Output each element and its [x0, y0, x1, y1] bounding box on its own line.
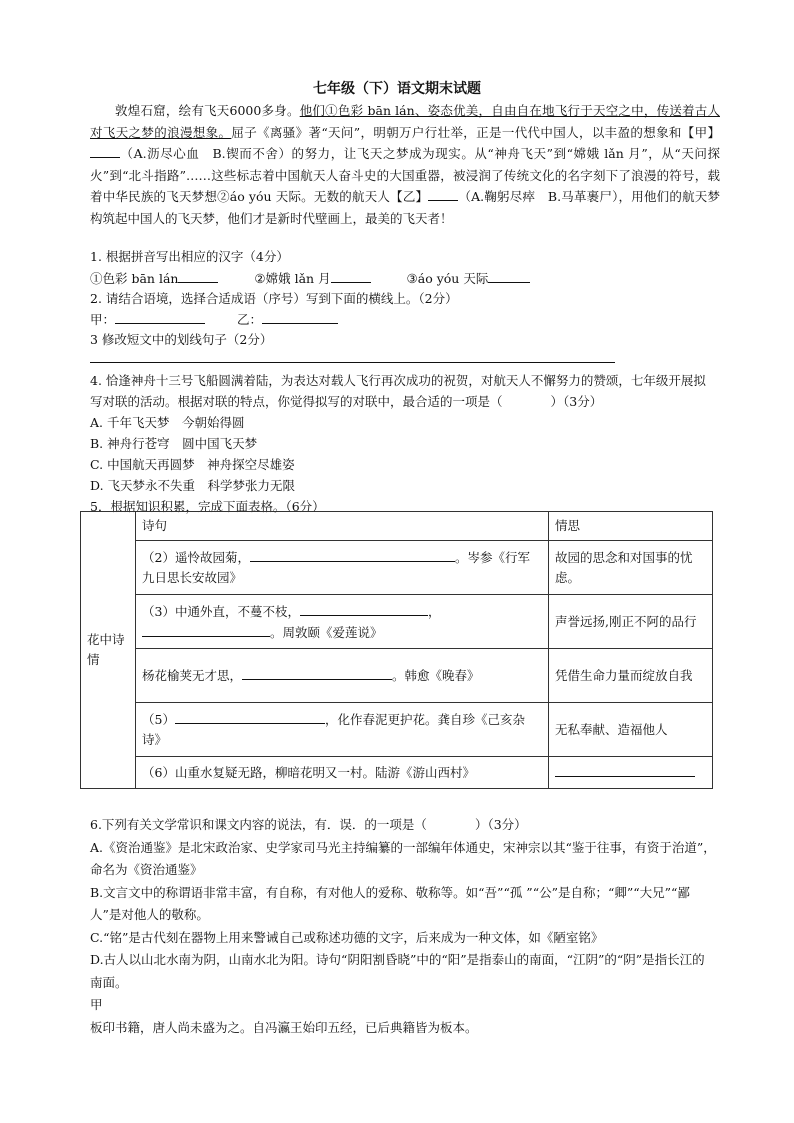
poem-blank-2[interactable] — [250, 547, 455, 562]
blank-yi[interactable] — [428, 186, 458, 201]
q6-stem-text: 6.下列有关文学常识和课文内容的说法，有．误．的一项是（ — [90, 817, 427, 832]
poem-text: 杨花榆荚无才思， — [142, 668, 243, 683]
q3-stem: 3 修改短文中的划线句子（2分） — [90, 332, 273, 347]
emotion-cell-2: 故园的思念和对国事的忧虑。 — [549, 541, 713, 595]
q4 — [90, 370, 716, 517]
q2-blank-yi[interactable] — [262, 309, 338, 324]
q4-option-b: B. 神舟行苍穹 圆中国飞天梦 — [90, 436, 258, 451]
poem-cell-6: （6）山重水复疑无路，柳暗花明又一村。陆游《游山西村》 — [136, 757, 549, 789]
emotion-cell-3: 声誉远扬,刚正不阿的品行 — [549, 595, 713, 649]
poem-source: ，化作春泥更护花。龚自珍《己亥杂诗》 — [142, 712, 525, 747]
poem-blank-3a[interactable] — [300, 601, 428, 616]
passage-sentence: （A.鞠躬尽瘁 B.马革裹尸），用他们的航天梦构筑起中国人的飞天梦，他们才是新时代壁画上，最美的飞天者！ — [90, 189, 720, 226]
poem-blank-5[interactable] — [175, 709, 325, 724]
q2-answers — [90, 309, 730, 330]
q1-items — [90, 268, 730, 289]
q5-stem: 5．根据知识积累，完成下面表格。（6分） — [90, 499, 325, 514]
poem-table — [80, 511, 713, 789]
passage-sentence: 敦煌石窟，绘有飞天6000多身。 — [115, 103, 300, 118]
poem-cell-3: （3）中通外直，不蔓不枝， ， 。周敦颐《爱莲说》 — [136, 595, 549, 649]
underlined-part-b: 传送着古人对飞天之梦的浪漫想象。 — [90, 103, 720, 140]
poem-cell-2 — [136, 541, 549, 595]
poem-blank-4[interactable] — [242, 665, 392, 680]
q3-answer-line[interactable] — [90, 362, 615, 363]
q1-item-3: ③áo yóu 天际 — [406, 271, 489, 286]
q1-blank-2[interactable] — [331, 268, 371, 283]
q4-option-c: C. 中国航天再圆梦 神舟探空尽雄姿 — [90, 457, 295, 472]
q4-score: ）（3分） — [550, 394, 603, 409]
side-label: 花中诗情 — [87, 632, 125, 667]
header-emotion: 情思 — [549, 512, 713, 541]
q2-label-jia: 甲： — [90, 312, 116, 327]
blank-jia[interactable] — [90, 143, 120, 158]
q4-option-a: A. 千年飞天梦 今朝始得圆 — [90, 415, 245, 430]
poem-cell-5 — [136, 703, 549, 757]
passage-sentence: （A.沥尽心血 B.锲而不舍）的努力，让飞天之梦成为现实。从“神舟飞天”到“嫦娥 lǎn 月”，从“天问探火”到“北斗指路”……这些标志着中国航天人奋斗史的大国重器，被浸润了传统文化的名字刻下了浪漫的符号，载着中华民族的飞天梦想②áo yóu 天际。无数的航天人【乙】 — [90, 146, 720, 204]
q6-option-d: D.古人以山北水南为阴，山南水北为阳。诗句“阴阳割昏晓”中的“阳”是指泰山的南面，“江阴”的“阴”是指长江的南面。 — [90, 952, 705, 990]
q4-stem — [90, 370, 716, 412]
q6-option-b: B.文言文中的称谓语非常丰富，有自称，有对他人的爱称、敬称等。如“吾”“孤 ”“公”是自称；“卿”“大兄”“鄙人”是对他人的敬称。 — [90, 884, 690, 922]
q6-option-c: C.“铭”是古代刻在器物上用来警诫自己或称述功德的文字，后来成为一种文体，如《陋室铭》 — [90, 929, 604, 945]
emotion-blank-6[interactable] — [555, 762, 695, 777]
poem-source: 。岑参《行军九日思长安故园》 — [142, 550, 530, 585]
q2-stem: 2. 请结合语境，选择合适成语（序号）写到下面的横线上。（2分） — [90, 291, 458, 306]
q1-stem: 1. 根据拼音写出相应的汉字（4分） — [90, 249, 289, 264]
q2-label-yi: 乙： — [236, 312, 262, 327]
poem-source: 。周敦颐《爱莲说》 — [270, 624, 383, 640]
q6-stem — [90, 814, 716, 837]
passage-jia-text: 板印书籍，唐人尚未盛为之。自冯瀛王始印五经，已后典籍皆为板本。 — [90, 1019, 478, 1035]
q1-item-1: ①色彩 bān lán — [90, 271, 179, 286]
q6-option-a: A.《资治通鉴》是北宋政治家、史学家司马光主持编纂的一部编年体通史，宋神宗以其“鉴于往事，有资于治道”，命名为《资治通鉴》 — [90, 839, 716, 877]
q4-stem-text: 4. 恰逢神舟十三号飞船圆满着陆，为表达对载人飞行再次成功的祝贺，对航天人不懈努力的赞颂，七年级开展拟写对联的活动。根据对联的特点，你觉得拟写的对联中，最合适的一项是（ — [90, 373, 706, 409]
q4-option-d: D. 飞天梦永不失重 科学梦张力无限 — [90, 478, 296, 493]
header-poem: 诗句 — [136, 512, 549, 541]
underlined-part-a: 他们①色彩 bān lán、姿态优美，自由自在地飞行于天空之中， — [299, 103, 657, 118]
q1-blank-1[interactable] — [178, 268, 218, 283]
page-title: 七年级（下）语文期末试题 — [313, 81, 481, 97]
poem-text: （3）中通外直，不蔓不枝， — [142, 603, 300, 619]
poem-blank-3b[interactable] — [142, 622, 270, 637]
passage-jia-label: 甲 — [90, 997, 103, 1012]
q1-blank-3[interactable] — [488, 268, 530, 283]
poem-text: （2）遥怜故园菊， — [142, 550, 250, 565]
emotion-cell-4: 凭借生命力量而绽放自我 — [549, 649, 713, 703]
q1-item-2: ②嫦娥 lǎn 月 — [254, 271, 331, 286]
poem-source: 。韩愈《晚春》 — [392, 668, 480, 683]
passage-sentence: 屈子《离骚》著“天问”，明朝万户行壮举，正是一代代中国人，以丰盈的想象和【甲】 — [231, 124, 720, 140]
reading-passage — [90, 100, 720, 229]
emotion-cell-5: 无私奉献、造福他人 — [549, 703, 713, 757]
emotion-cell-6 — [549, 757, 713, 789]
side-label-cell — [81, 512, 136, 789]
q2-blank-jia[interactable] — [115, 309, 205, 324]
q6 — [90, 814, 716, 1039]
q6-score: ）（3分） — [474, 817, 527, 832]
poem-cell-4 — [136, 649, 549, 703]
poem-text: （5） — [142, 712, 175, 727]
